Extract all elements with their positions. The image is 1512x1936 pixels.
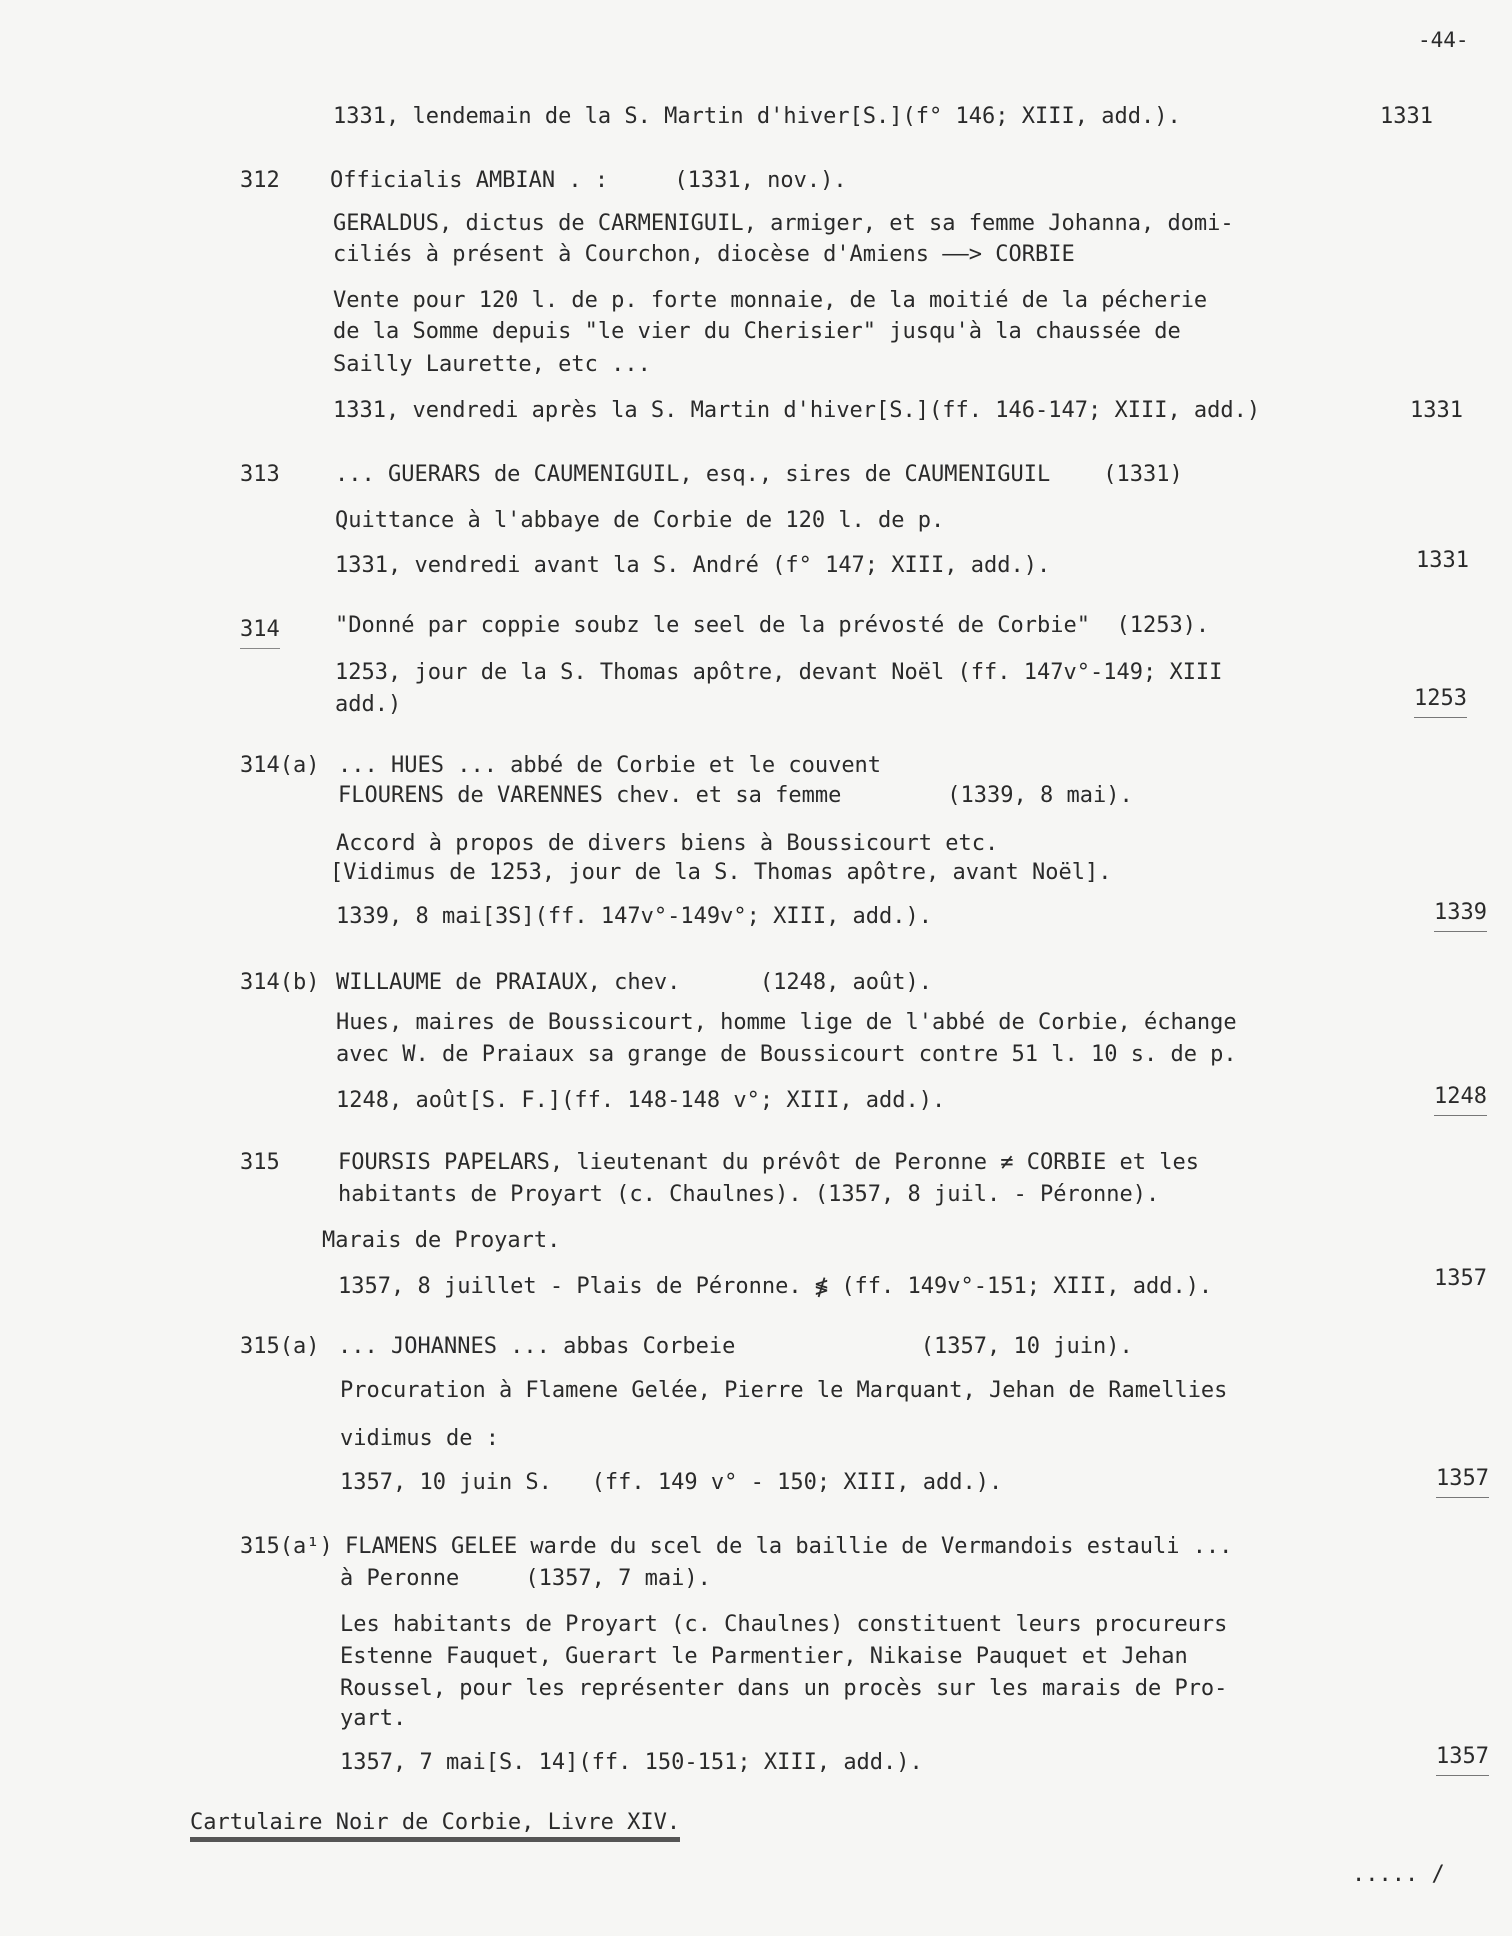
entry-year: 1253 bbox=[1414, 686, 1467, 718]
entry-line: Sailly Laurette, etc ... bbox=[333, 352, 651, 377]
entry-year: 1331 bbox=[1380, 104, 1433, 129]
entry-line: 1248, août[S. F.](ff. 148-148 v°; XIII, add.). bbox=[336, 1088, 946, 1113]
entry-number: 312 bbox=[240, 168, 280, 193]
entry-line: habitants de Proyart (c. Chaulnes). (1357, 8 juil. - Péronne). bbox=[338, 1182, 1160, 1207]
entry-line: Hues, maires de Boussicourt, homme lige de l'abbé de Corbie, échange bbox=[336, 1010, 1237, 1035]
footer-title: Cartulaire Noir de Corbie, Livre XIV. bbox=[190, 1810, 680, 1842]
entry-line: 1331, lendemain de la S. Martin d'hiver[S.](f° 146; XIII, add.). bbox=[333, 104, 1181, 129]
entry-line: vidimus de : bbox=[340, 1426, 499, 1451]
entry-number: 315(a¹) bbox=[240, 1534, 333, 1559]
entry-number: 314(a) bbox=[240, 753, 320, 778]
entry-line: 1357, 7 mai[S. 14](ff. 150-151; XIII, add.). bbox=[340, 1750, 923, 1775]
entry-line: 1331, vendredi avant la S. André (f° 147; XIII, add.). bbox=[335, 553, 1051, 578]
continuation-mark: ..... / bbox=[1352, 1862, 1445, 1887]
entry-line: Marais de Proyart. bbox=[322, 1228, 561, 1253]
entry-line: Roussel, pour les représenter dans un procès sur les marais de Pro- bbox=[340, 1676, 1228, 1701]
entry-number: 314 bbox=[240, 617, 280, 649]
entry-line: avec W. de Praiaux sa grange de Boussicourt contre 51 l. 10 s. de p. bbox=[336, 1042, 1237, 1067]
entry-line: GERALDUS, dictus de CARMENIGUIL, armiger, et sa femme Johanna, domi- bbox=[333, 211, 1234, 236]
entry-line: Procuration à Flamene Gelée, Pierre le Marquant, Jehan de Ramellies bbox=[340, 1378, 1228, 1403]
entry-line: Officialis AMBIAN . : (1331, nov.). bbox=[330, 168, 847, 193]
entry-year: 1331 bbox=[1416, 548, 1469, 573]
entry-line: Vente pour 120 l. de p. forte monnaie, de la moitié de la pécherie bbox=[333, 288, 1208, 313]
entry-number: 314(b) bbox=[240, 970, 320, 995]
entry-year: 1357 bbox=[1436, 1744, 1489, 1776]
entry-number: 315 bbox=[240, 1150, 280, 1175]
entry-number: 313 bbox=[240, 462, 280, 487]
entry-line: FLOURENS de VARENNES chev. et sa femme (1339, 8 mai). bbox=[338, 783, 1133, 808]
entry-line: de la Somme depuis "le vier du Cherisier" jusqu'à la chaussée de bbox=[333, 319, 1181, 344]
entry-year: 1357 bbox=[1434, 1266, 1487, 1291]
entry-line: 1357, 10 juin S. (ff. 149 v° - 150; XIII, add.). bbox=[340, 1470, 1003, 1495]
entry-line: WILLAUME de PRAIAUX, chev. (1248, août). bbox=[336, 970, 933, 995]
entry-line: ... HUES ... abbé de Corbie et le couvent bbox=[338, 753, 882, 778]
entry-year: 1357 bbox=[1436, 1466, 1489, 1498]
entry-line: Accord à propos de divers biens à Boussicourt etc. bbox=[336, 831, 999, 856]
entry-line: 1331, vendredi après la S. Martin d'hiver[S.](ff. 146-147; XIII, add.) bbox=[333, 398, 1261, 423]
entry-line: Estenne Fauquet, Guerart le Parmentier, Nikaise Pauquet et Jehan bbox=[340, 1644, 1188, 1669]
entry-line: FOURSIS PAPELARS, lieutenant du prévôt de Peronne ≠ CORBIE et les bbox=[338, 1150, 1199, 1175]
entry-year: 1331 bbox=[1410, 398, 1463, 423]
entry-line: Les habitants de Proyart (c. Chaulnes) constituent leurs procureurs bbox=[340, 1612, 1228, 1637]
entry-line: 1253, jour de la S. Thomas apôtre, devant Noël (ff. 147v°-149; XIII bbox=[335, 660, 1223, 685]
entry-line: 1339, 8 mai[3S](ff. 147v°-149v°; XIII, add.). bbox=[336, 904, 933, 929]
entry-line: [Vidimus de 1253, jour de la S. Thomas apôtre, avant Noël]. bbox=[330, 860, 1112, 885]
entry-year: 1248 bbox=[1434, 1084, 1487, 1116]
entry-line: yart. bbox=[340, 1706, 407, 1731]
entry-line: 1357, 8 juillet - Plais de Péronne. ≸ (ff. 149v°-151; XIII, add.). bbox=[338, 1274, 1213, 1299]
entry-line: add.) bbox=[335, 692, 402, 717]
entry-line: ciliés à présent à Courchon, diocèse d'Amiens ——> CORBIE bbox=[333, 242, 1075, 267]
entry-line: ... JOHANNES ... abbas Corbeie (1357, 10 juin). bbox=[338, 1334, 1133, 1359]
entry-line: à Peronne (1357, 7 mai). bbox=[340, 1566, 711, 1591]
page-number: -44- bbox=[1418, 28, 1469, 52]
entry-line: FLAMENS GELEE warde du scel de la baillie de Vermandois estauli ... bbox=[345, 1534, 1233, 1559]
entry-line: "Donné par coppie soubz le seel de la prévosté de Corbie" (1253). bbox=[335, 613, 1210, 638]
entry-year: 1339 bbox=[1434, 900, 1487, 932]
entry-line: Quittance à l'abbaye de Corbie de 120 l. de p. bbox=[335, 508, 945, 533]
entry-line: ... GUERARS de CAUMENIGUIL, esq., sires de CAUMENIGUIL (1331) bbox=[335, 462, 1183, 487]
entry-number: 315(a) bbox=[240, 1334, 320, 1359]
